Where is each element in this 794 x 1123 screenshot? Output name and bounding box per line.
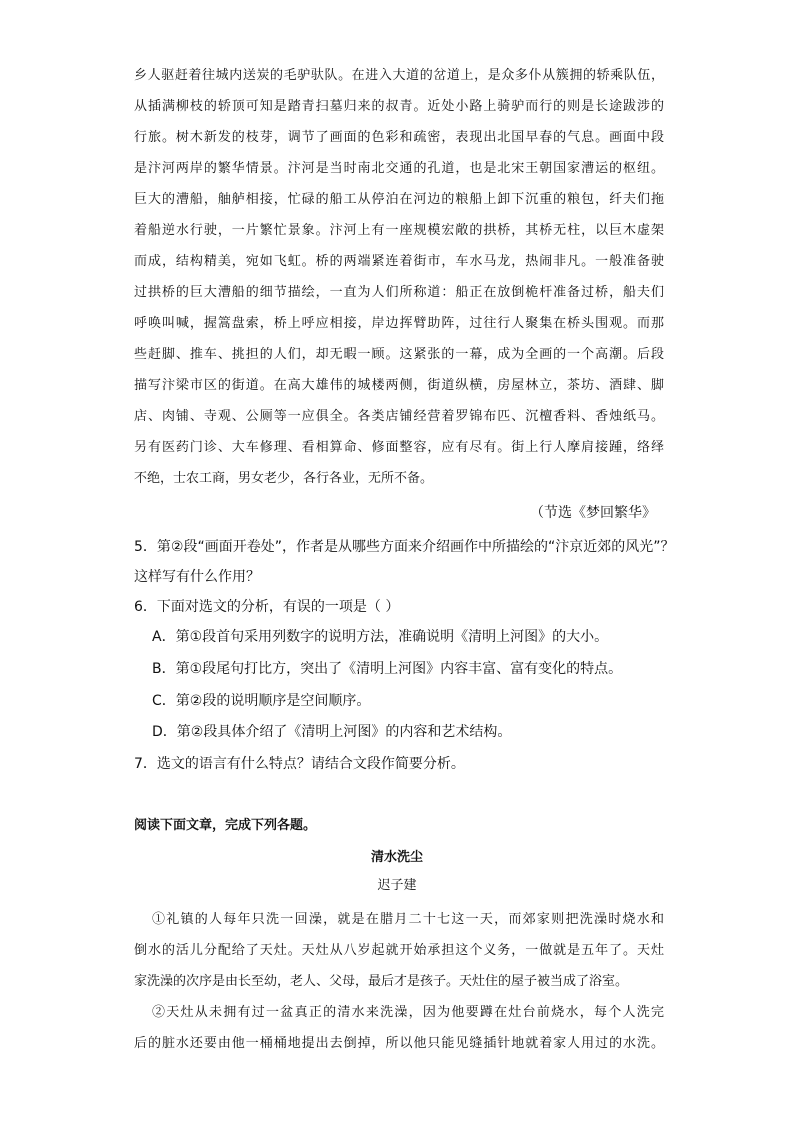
article-line: ①礼镇的人每年只洗一回澡，就是在腊月二十七这一天，而郊家则把洗澡时烧水和	[152, 912, 664, 927]
option-d: D．第②段具体介绍了《清明上河图》的内容和艺术结构。	[152, 724, 512, 740]
passage-line: 不绝，士农工商，男女老少，各行各业，无所不备。	[134, 471, 434, 486]
passage-line: 是汴河两岸的繁华情景。汴河是当时南北交通的孔道，也是北宋王朝国家漕运的枢纽。	[134, 161, 664, 176]
option-b: B．第①段尾句打比方，突出了《清明上河图》内容丰富、富有变化的特点。	[152, 661, 623, 677]
passage-line: 另有医药门诊、大车修理、看相算命、修面整容，应有尽有。街上行人摩肩接踵，络绎	[134, 440, 664, 455]
passage-line: 乡人驱赶着往城内送炭的毛驴驮队。在进入大道的岔道上，是众多仆从簇拥的轿乘队伍，	[134, 68, 664, 83]
article-title: 清水洗尘	[370, 850, 423, 865]
passage-line: 从插满柳枝的轿顶可知是踏青扫墓归来的叔青。近处小路上骑驴而行的则是长途跋涉的	[134, 99, 664, 114]
passage-line: 而成，结构精美，宛如飞虹。桥的两端紧连着街市，车水马龙，热闹非凡。一般准备驶	[134, 254, 664, 269]
passage-line: 着船逆水行驶，一片繁忙景象。汴河上有一座规模宏敞的拱桥，其桥无柱，以巨木虚架	[134, 223, 664, 238]
passage-line: 店、肉铺、寺观、公厕等一应俱全。各类店铺经营着罗锦布匹、沉檀香料、香烛纸马。	[134, 409, 664, 424]
article-line: 倒水的活儿分配给了天灶。天灶从八岁起就开始承担这个义务，一做就是五年了。天灶	[134, 943, 664, 958]
passage-line: 些赶脚、推车、挑担的人们，却无暇一顾。这紧张的一幕，成为全画的一个高潮。后段	[134, 347, 664, 362]
passage-line: 呼唤叫喊，握篙盘索，桥上呼应相接，岸边挥臂助阵，过往行人聚集在桥头围观。而那	[134, 316, 664, 331]
article-line: 后的脏水还要由他一桶桶地提出去倒掉，所以他只能见缝插针地就着家人用过的水洗。	[134, 1036, 664, 1051]
passage-line: 描写汴梁市区的街道。在高大雄伟的城楼两侧，街道纵横，房屋林立，茶坊、酒肆、脚	[134, 378, 664, 393]
article-line: 家洗澡的次序是由长至幼，老人、父母，最后才是孩子。天灶住的屋子被当成了浴室。	[134, 974, 629, 989]
article-author: 迟子建	[377, 878, 417, 893]
question-5-line-1: 5．第②段“画面开卷处”，作者是从哪些方面来介绍画作中所描绘的“汴京近郊的风光”？	[134, 539, 675, 555]
passage-source: （节选《梦回繁华》	[530, 505, 656, 521]
section-heading: 阅读下面文章，完成下列各题。	[134, 818, 317, 833]
question-5-line-2: 这样写有什么作用？	[134, 569, 260, 585]
question-6: 6．下面对选文的分析，有误的一项是（ ）	[134, 599, 400, 615]
question-7: 7．选文的语言有什么特点？请结合文段作简要分析。	[134, 756, 465, 772]
passage-line: 过拱桥的巨大漕船的细节描绘，一直为人们所称道：船正在放倒桅杆准备过桥，船夫们	[134, 285, 664, 300]
option-a: A．第①段首句采用列数字的说明方法，准确说明《清明上河图》的大小。	[152, 629, 609, 645]
passage-line: 行旅。树木新发的枝芽，调节了画面的色彩和疏密，表现出北国早春的气息。画面中段	[134, 130, 664, 145]
option-c: C．第②段的说明顺序是空间顺序。	[152, 693, 371, 709]
article-line: ②天灶从未拥有过一盆真正的清水来洗澡，因为他要蹲在灶台前烧水，每个人洗完	[152, 1005, 664, 1020]
passage-line: 巨大的漕船，舳舻相接，忙碌的船工从停泊在河边的粮船上卸下沉重的粮包，纤夫们拖	[134, 192, 664, 207]
